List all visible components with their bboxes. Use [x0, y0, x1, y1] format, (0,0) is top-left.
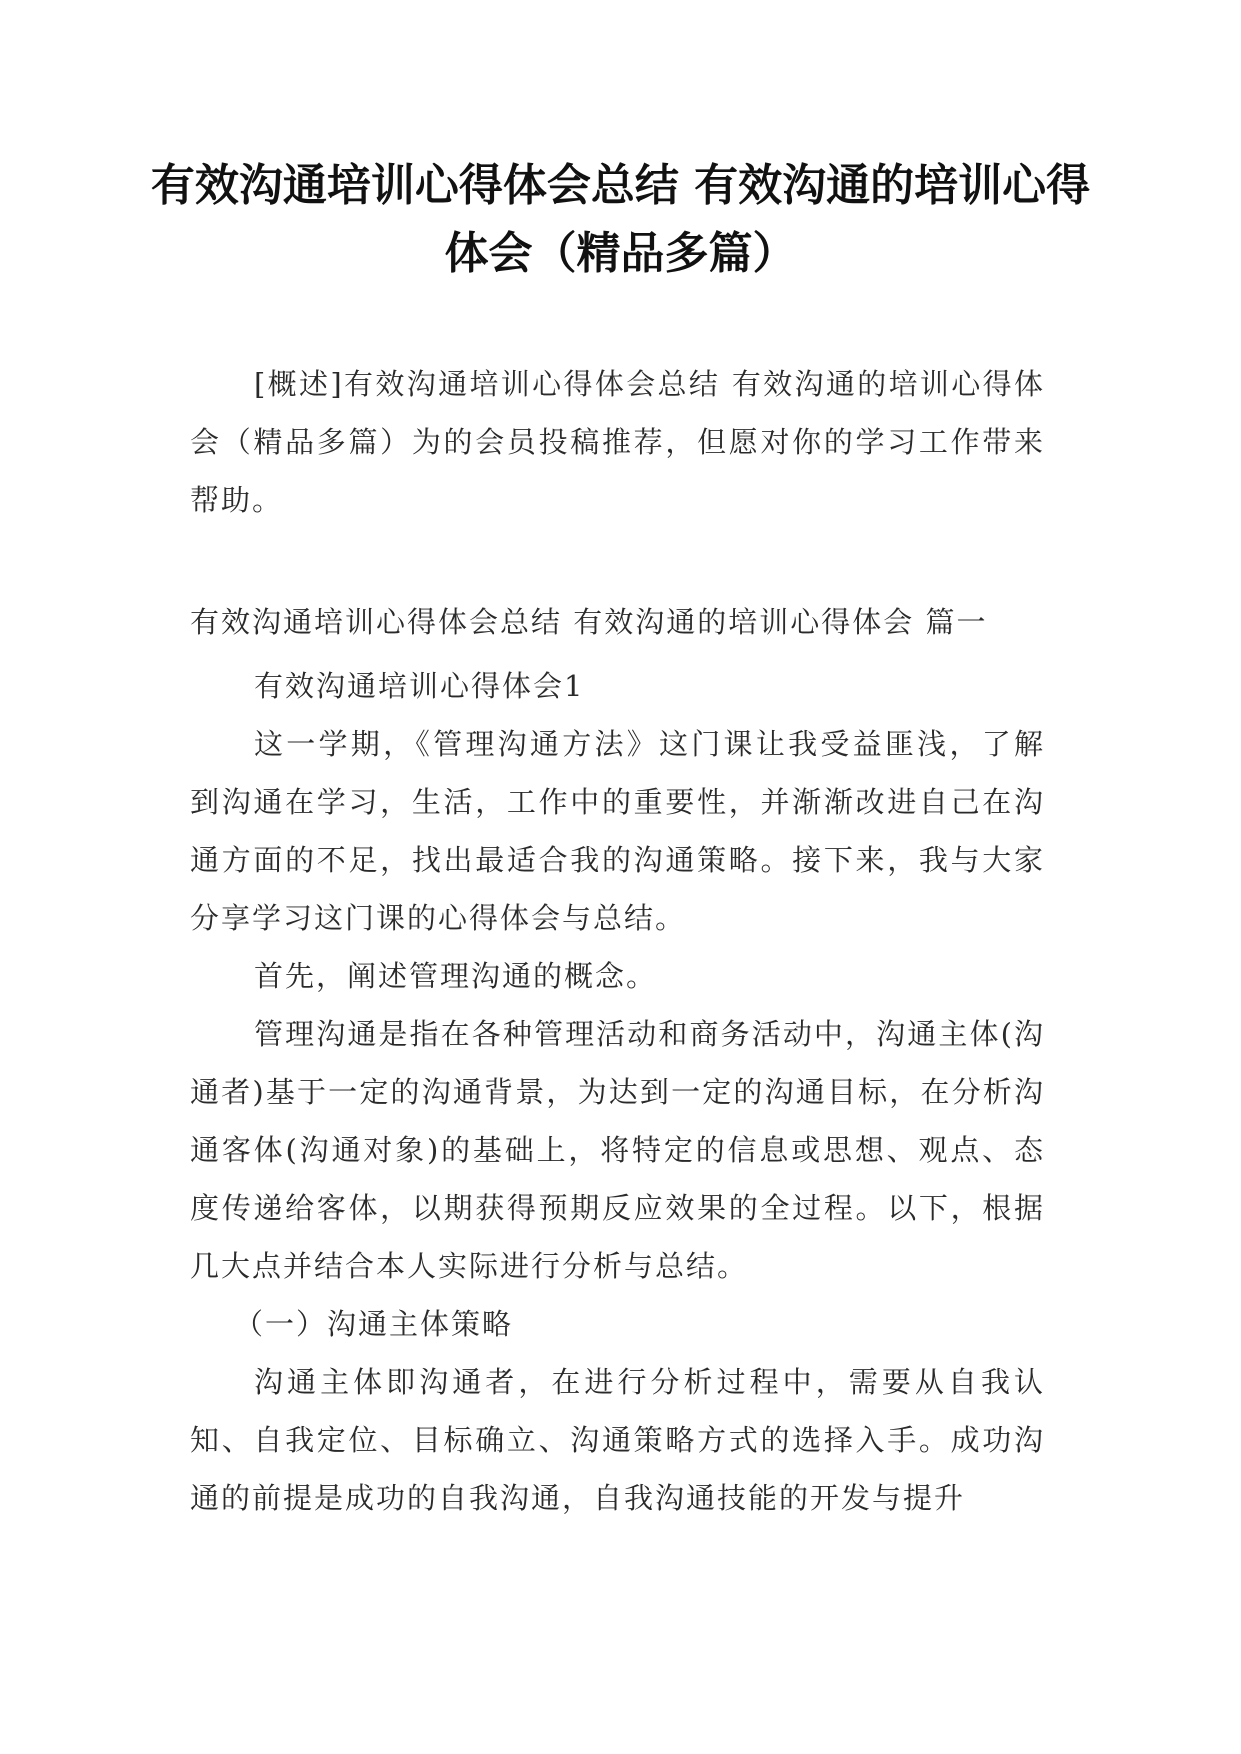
body-paragraph-1: 这一学期，《管理沟通方法》这门课让我受益匪浅，了解到沟通在学习，生活，工作中的重要性，并渐渐改进自己在沟通方面的不足，找出最适合我的沟通策略。接下来，我与大家分享学习这门课的心得体会与总结。 — [190, 727, 1045, 935]
subheading: 有效沟通培训心得体会1 — [254, 669, 585, 703]
section-heading: 有效沟通培训心得体会总结 有效沟通的培训心得体会 篇一 — [190, 605, 988, 639]
body-paragraph-2: 首先，阐述管理沟通的概念。 — [254, 959, 658, 993]
body-paragraph-3: 管理沟通是指在各种管理活动和商务活动中，沟通主体(沟通者)基于一定的沟通背景，为达到一定的沟通目标，在分析沟通客体(沟通对象)的基础上，将特定的信息或思想、观点、态度传递给客体，以期获得预期反应效果的全过程。以下，根据几大点并结合本人实际进行分析与总结。 — [190, 1017, 1045, 1283]
document-title: 有效沟通培训心得体会总结 有效沟通的培训心得体会（精品多篇） — [150, 160, 1091, 279]
document-body — [190, 355, 1045, 1527]
body-paragraph-4: 沟通主体即沟通者，在进行分析过程中，需要从自我认知、自我定位、目标确立、沟通策略方式的选择入手。成功沟通的前提是成功的自我沟通，自我沟通技能的开发与提升 — [190, 1365, 1045, 1515]
summary-paragraph: [概述]有效沟通培训心得体会总结 有效沟通的培训心得体会（精品多篇）为的会员投稿推荐，但愿对你的学习工作带来帮助。 — [190, 367, 1045, 517]
subsection-heading: （一）沟通主体策略 — [234, 1307, 514, 1341]
